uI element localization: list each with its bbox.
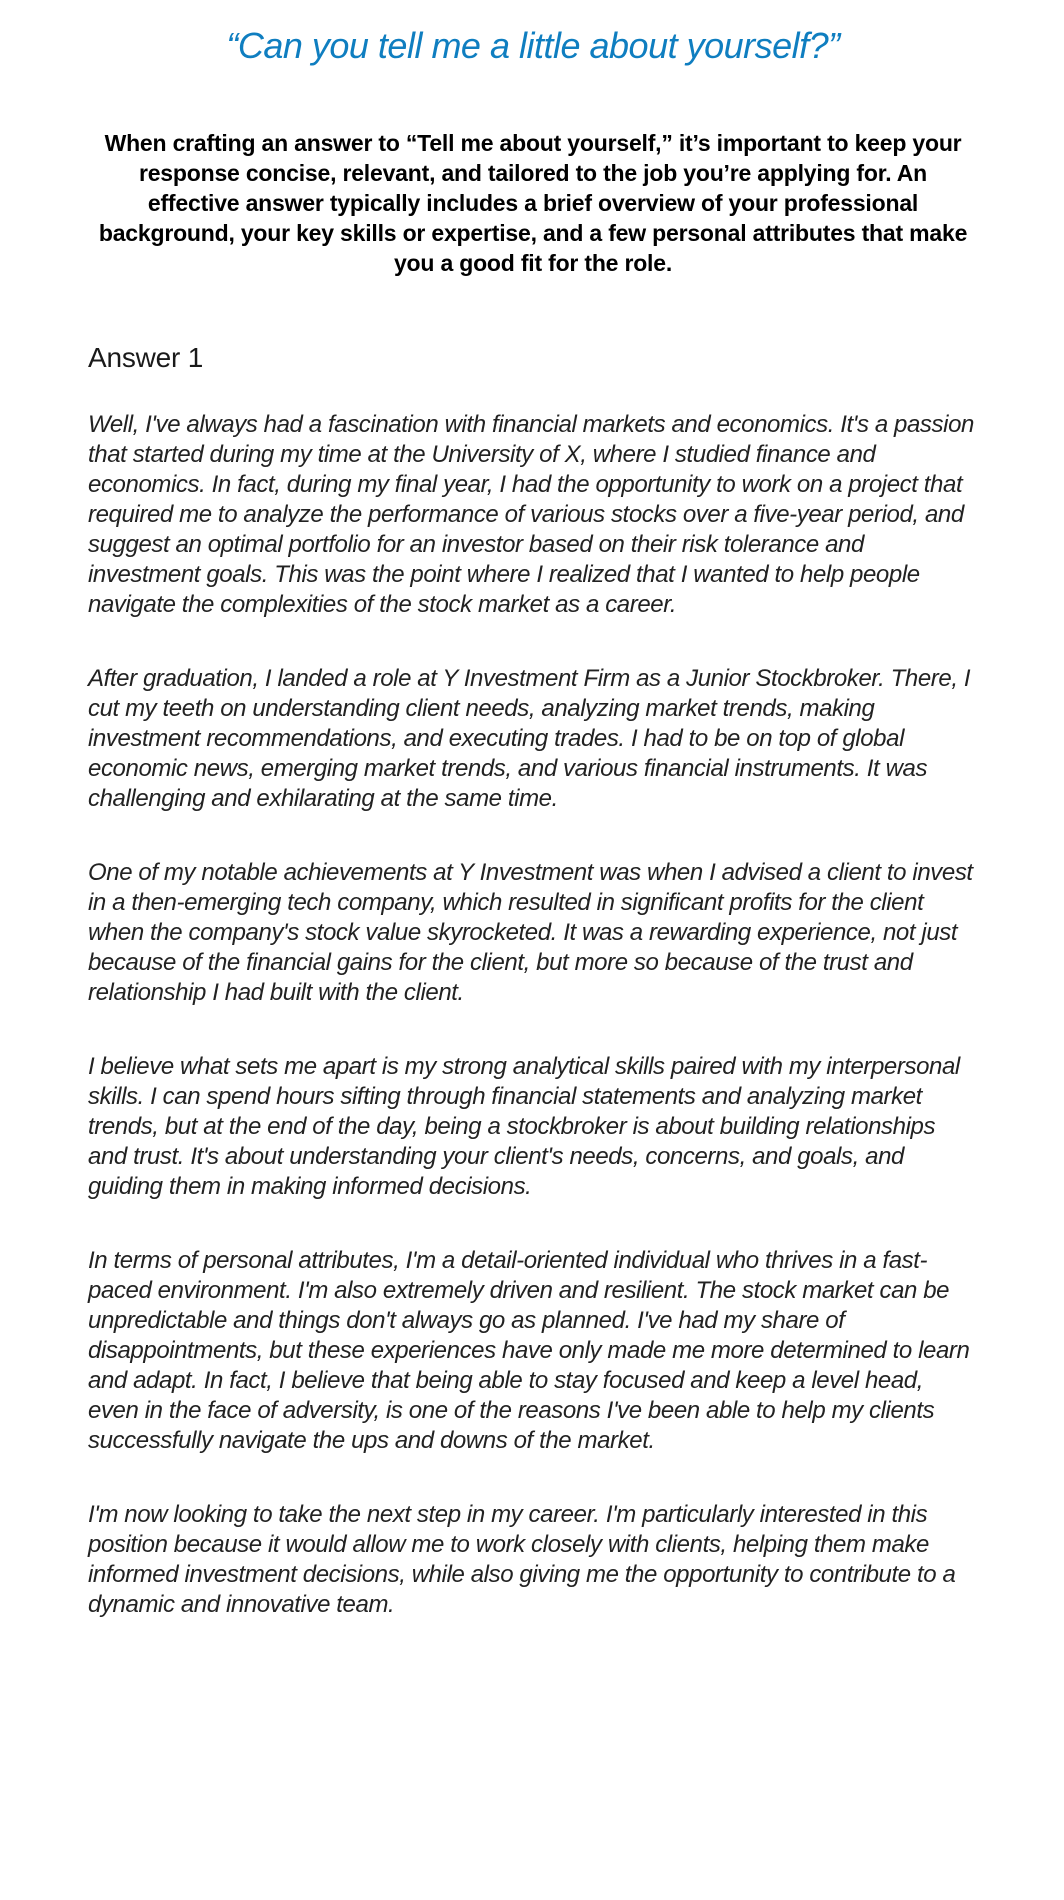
answer-paragraph-2: After graduation, I landed a role at Y Investment Firm as a Junior Stockbroker. There, I cut my teeth on understanding client needs, analyzing market trends, making investment recommendations, and executing trades. I had to be on top of global economic news, emerging market trends, and various financial instruments. It was challenging and exhilarating at the same time.: [88, 665, 971, 812]
section-heading-answer-1: Answer 1: [88, 342, 204, 373]
answer-paragraph-4: I believe what sets me apart is my strong analytical skills paired with my interpersonal skills. I can spend hours sifting through financial statements and analyzing market trends, but at the end of the day, being a stockbroker is about building relationships and trust. It's about understanding your client's needs, concerns, and goals, and guiding them in making informed decisions.: [88, 1053, 960, 1200]
answer-1-body: [88, 410, 978, 1620]
answer-paragraph-6: I'm now looking to take the next step in my career. I'm particularly interested in this position because it would allow me to work closely with clients, helping them make informed investment decisions, while also giving me the opportunity to contribute to a dynamic and innovative team.: [88, 1501, 956, 1618]
answer-paragraph-5: In terms of personal attributes, I'm a detail-oriented individual who thrives in a fast-paced environment. I'm also extremely driven and resilient. The stock market can be unpredictable and things don't always go as planned. I've had my share of disappointments, but these experiences have only made me more determined to learn and adapt. In fact, I believe that being able to stay focused and keep a level head, even in the face of adversity, is one of the reasons I've been able to help my clients successfully navigate the ups and downs of the market.: [88, 1247, 970, 1454]
answer-paragraph-1: Well, I've always had a fascination with financial markets and economics. It's a passion that started during my time at the University of X, where I studied finance and economics. In fact, during my final year, I had the opportunity to work on a project that required me to analyze the performance of various stocks over a five-year period, and suggest an optimal portfolio for an investor based on their risk tolerance and investment goals. This was the point where I realized that I wanted to help people navigate the complexities of the stock market as a career.: [88, 411, 974, 618]
document-title: “Can you tell me a little about yourself?”: [226, 25, 840, 66]
intro-paragraph: When crafting an answer to “Tell me about yourself,” it’s important to keep your response concise, relevant, and tailored to the job you’re applying for. An effective answer typically includes a brief overview of your professional background, your key skills or expertise, and a few personal attributes that make you a good fit for the role.: [98, 130, 968, 276]
answer-paragraph-3: One of my notable achievements at Y Investment was when I advised a client to invest in a then-emerging tech company, which resulted in significant profits for the client when the company's stock value skyrocketed. It was a rewarding experience, not just because of the financial gains for the client, but more so because of the trust and relationship I had built with the client.: [88, 859, 973, 1006]
